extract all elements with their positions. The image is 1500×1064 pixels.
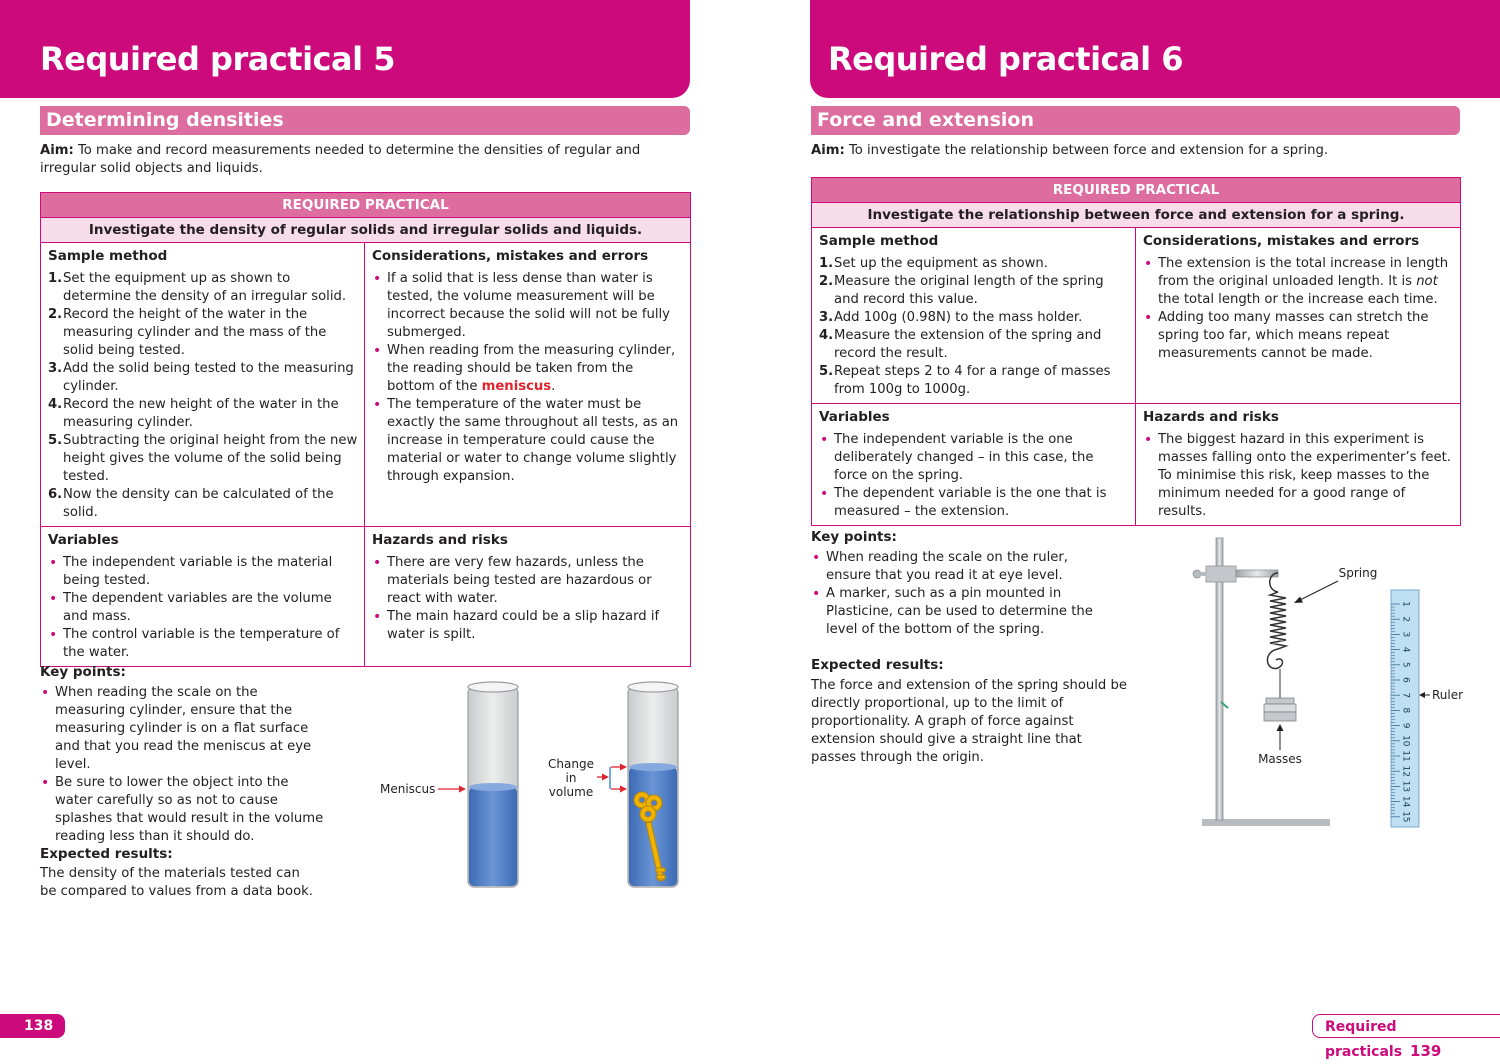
list-item: • When reading the scale on the ruler, ensure that you read it at eye level.	[811, 549, 1116, 585]
key-points-list	[811, 549, 1116, 639]
list-item: • The temperature of the water must be exactly the same throughout all tests, as an increase in temperature could cause the material or water to change volume slightly through expansion.	[372, 396, 684, 486]
list-item: • The dependent variables are the volume and mass.	[48, 590, 358, 626]
aim-text	[811, 142, 1461, 160]
item-text: When reading from the measuring cylinder, the reading should be taken from the bottom of the	[387, 343, 676, 394]
step-text: Record the new height of the water in the measuring cylinder.	[63, 397, 339, 430]
expected-heading: Expected results:	[811, 657, 944, 673]
method-cell	[812, 228, 1136, 404]
item-text: The extension is the total increase in length from the original unloaded length. It is	[1158, 256, 1449, 289]
page-footer	[1312, 1014, 1500, 1060]
masses-label: Masses	[1258, 752, 1302, 766]
step-text: Measure the extension of the spring and record the result.	[834, 328, 1102, 361]
method-list	[48, 270, 358, 522]
list-item: • If a solid that is less dense than water is tested, the volume measurement will be incorrect because the solid will not be fully submerged.	[372, 270, 684, 342]
spring-apparatus-diagram	[1190, 532, 1470, 832]
change-label-2: in	[565, 771, 577, 785]
step-text: Now the density can be calculated of the solid.	[63, 487, 334, 520]
spring-label: Spring	[1338, 566, 1378, 580]
page-title: Required practical 5	[40, 40, 395, 78]
method-step	[819, 273, 1129, 309]
considerations-list	[372, 270, 684, 486]
measuring-cylinders-diagram	[370, 675, 700, 900]
considerations-list	[1143, 255, 1454, 363]
ruler-tick-label: 2	[1400, 616, 1411, 623]
ruler-tick-label: 8	[1400, 707, 1411, 714]
method-step	[819, 363, 1129, 399]
step-number: 1.	[48, 271, 63, 286]
variables-heading: Variables	[819, 409, 890, 425]
method-step	[819, 327, 1129, 363]
expected-text: The density of the materials tested can be compared to values from a data book.	[40, 866, 314, 899]
method-step	[819, 255, 1129, 273]
ruler-tick-label: 13	[1400, 780, 1411, 793]
footer-label: Required practicals	[1325, 1019, 1403, 1060]
table-header: REQUIRED PRACTICAL	[41, 193, 691, 218]
step-number: 4.	[48, 397, 63, 412]
key-points-heading: Key points:	[811, 529, 897, 545]
title-banner	[810, 0, 1500, 98]
method-step	[48, 270, 358, 306]
ruler-label: Ruler	[1432, 688, 1464, 702]
hazards-cell	[1136, 404, 1461, 526]
page-title: Required practical 6	[828, 40, 1183, 78]
aim-body: To investigate the relationship between force and extension for a spring.	[844, 143, 1329, 158]
aim-label: Aim:	[811, 143, 845, 158]
method-step	[48, 306, 358, 360]
variables-cell	[41, 527, 365, 667]
variables-list	[48, 554, 358, 662]
hazards-heading: Hazards and risks	[1143, 409, 1279, 425]
key-points-list	[40, 684, 330, 846]
step-text: Subtracting the original height from the new height gives the volume of the solid being tested.	[63, 433, 358, 484]
method-step	[48, 432, 358, 486]
aim-text	[40, 142, 690, 178]
step-number: 3.	[819, 310, 834, 325]
method-step	[48, 486, 358, 522]
ruler-tick-label: 7	[1400, 692, 1411, 699]
considerations-cell	[365, 243, 691, 527]
method-heading: Sample method	[819, 233, 939, 249]
step-number: 3.	[48, 361, 63, 376]
step-number: 4.	[819, 328, 834, 343]
variables-cell	[812, 404, 1136, 526]
list-item: • When reading the scale on the measuring cylinder, ensure that the measuring cylinder is on a flat surface and that you read the meniscus at eye level.	[40, 684, 330, 774]
ruler-tick-label: 3	[1400, 631, 1411, 638]
section-subtitle: Force and extension	[811, 106, 1460, 135]
list-item: • Adding too many masses can stretch the spring too far, which means repeat measurements cannot be made.	[1143, 309, 1454, 363]
item-emphasis: not	[1416, 274, 1438, 289]
ruler-tick-label: 15	[1400, 811, 1411, 823]
step-number: 2.	[48, 307, 63, 322]
ruler-tick-label: 10	[1400, 735, 1411, 747]
method-cell	[41, 243, 365, 527]
variables-heading: Variables	[48, 532, 119, 548]
list-item: • There are very few hazards, unless the materials being tested are hazardous or react with water.	[372, 554, 684, 608]
step-text: Set the equipment up as shown to determine the density of an irregular solid.	[63, 271, 347, 304]
method-step	[819, 309, 1129, 327]
ruler-tick-label: 12	[1400, 765, 1411, 777]
step-text: Record the height of the water in the measuring cylinder and the mass of the solid being tested.	[63, 307, 327, 358]
table-subheader: Investigate the density of regular solids and irregular solids and liquids.	[41, 218, 691, 243]
list-item: • The biggest hazard in this experiment is masses falling onto the experimenter’s feet. To minimise this risk, keep masses to the minimum needed for a good range of results.	[1143, 431, 1454, 521]
spring-icon	[1267, 573, 1286, 698]
variables-list	[819, 431, 1129, 521]
item-text-end: the total length or the increase each time.	[1158, 292, 1438, 307]
method-step	[48, 360, 358, 396]
practical-table	[40, 192, 691, 667]
hazards-heading: Hazards and risks	[372, 532, 508, 548]
step-text: Measure the original length of the spring and record this value.	[834, 274, 1104, 307]
ruler-tick-label: 1	[1400, 601, 1411, 607]
ruler-tick-label: 6	[1400, 677, 1411, 683]
hazards-cell	[365, 527, 691, 667]
step-number: 5.	[48, 433, 63, 448]
meniscus-label: Meniscus	[380, 782, 436, 796]
practical-table	[811, 177, 1461, 526]
right-page	[750, 0, 1500, 1064]
list-item	[372, 342, 684, 396]
ruler-tick-label: 11	[1400, 750, 1411, 762]
expected-heading: Expected results:	[40, 846, 173, 862]
change-label-3: volume	[548, 785, 594, 799]
table-subheader: Investigate the relationship between force and extension for a spring.	[812, 203, 1461, 228]
method-step	[48, 396, 358, 432]
step-text: Repeat steps 2 to 4 for a range of masses from 100g to 1000g.	[834, 364, 1111, 397]
ruler-tick-label: 14	[1400, 795, 1411, 808]
step-text: Add the solid being tested to the measuring cylinder.	[63, 361, 354, 394]
list-item	[1143, 255, 1454, 309]
ruler-tick-label: 5	[1400, 661, 1411, 668]
list-item: • The dependent variable is the one that is measured – the extension.	[819, 485, 1129, 521]
cylinder-after	[628, 682, 678, 887]
item-text-end: .	[551, 379, 556, 394]
step-text: Set up the equipment as shown.	[834, 256, 1048, 271]
masses-icon	[1264, 698, 1296, 721]
ruler-tick-label: 4	[1400, 646, 1411, 653]
hazards-list	[372, 554, 684, 644]
list-item: • The independent variable is the material being tested.	[48, 554, 358, 590]
method-list	[819, 255, 1129, 399]
step-number: 6.	[48, 487, 63, 502]
hazards-list	[1143, 431, 1454, 521]
title-banner	[0, 0, 690, 98]
list-item: • The independent variable is the one deliberately changed – in this case, the force on the spring.	[819, 431, 1129, 485]
list-item: • A marker, such as a pin mounted in Plasticine, can be used to determine the level of the bottom of the spring.	[811, 585, 1116, 639]
cylinder-before	[468, 682, 518, 887]
step-number: 1.	[819, 256, 834, 271]
list-item: • Be sure to lower the object into the water carefully so as not to cause splashes that would result in the volume reading less than it should do.	[40, 774, 330, 846]
key-points-heading: Key points:	[40, 664, 126, 680]
ruler-tick-label: 9	[1400, 722, 1411, 729]
step-text: Add 100g (0.98N) to the mass holder.	[834, 310, 1083, 325]
list-item: • The control variable is the temperature of the water.	[48, 626, 358, 662]
considerations-heading: Considerations, mistakes and errors	[372, 248, 649, 264]
section-subtitle: Determining densities	[40, 106, 690, 135]
step-number: 2.	[819, 274, 834, 289]
considerations-heading: Considerations, mistakes and errors	[1143, 233, 1420, 249]
step-number: 5.	[819, 364, 834, 379]
change-label-1: Change	[548, 757, 594, 771]
page-number: 138	[0, 1014, 65, 1038]
page-number: 139	[1410, 1042, 1442, 1060]
table-header: REQUIRED PRACTICAL	[812, 178, 1461, 203]
method-heading: Sample method	[48, 248, 168, 264]
considerations-cell	[1136, 228, 1461, 404]
expected-text: The force and extension of the spring should be directly proportional, up to the limit of proportionality. A graph of force against extension should give a straight line that passes through the origin.	[811, 678, 1127, 765]
aim-label: Aim:	[40, 143, 74, 158]
aim-body: To make and record measurements needed to determine the densities of regular and irregular solid objects and liquids.	[40, 143, 641, 176]
list-item: • The main hazard could be a slip hazard if water is spilt.	[372, 608, 684, 644]
meniscus-highlight: meniscus	[481, 379, 552, 394]
